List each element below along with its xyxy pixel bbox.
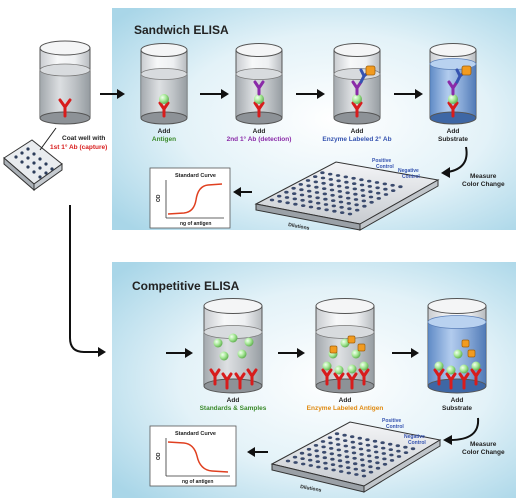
plate-well bbox=[373, 440, 377, 443]
plate-well bbox=[321, 177, 325, 180]
plate-well bbox=[369, 471, 373, 474]
plate-well bbox=[354, 473, 358, 476]
competitive-step-3-add: Add bbox=[450, 397, 464, 404]
plate-well bbox=[330, 189, 334, 192]
plate-well bbox=[362, 200, 366, 203]
plate-well bbox=[398, 185, 402, 188]
plate-well bbox=[308, 200, 312, 203]
competitive-step-3-label: Substrate bbox=[442, 405, 472, 412]
plate-well bbox=[293, 203, 297, 206]
competitive-measure-2: Color Change bbox=[462, 449, 505, 456]
sandwich-step-1-add: Add bbox=[157, 128, 171, 135]
plate-well bbox=[369, 201, 373, 204]
plate-well bbox=[362, 475, 366, 478]
plate-well bbox=[389, 454, 393, 457]
plate-well bbox=[324, 467, 328, 470]
sandwich-well-detection bbox=[236, 44, 282, 125]
plate-well bbox=[366, 444, 370, 447]
enzyme-icon bbox=[366, 66, 375, 75]
plate-well bbox=[324, 203, 328, 206]
plate-well bbox=[323, 198, 327, 201]
plate-well bbox=[342, 434, 346, 437]
plate-well bbox=[300, 199, 304, 202]
plate-well bbox=[365, 438, 369, 441]
plate-well bbox=[353, 193, 357, 196]
plate-well bbox=[391, 189, 395, 192]
plate-well bbox=[306, 184, 310, 187]
plate-well bbox=[336, 174, 340, 177]
plate-well bbox=[358, 437, 362, 440]
sandwich-dilutions: Dilutions bbox=[287, 222, 310, 232]
competitive-positive-1: Positive bbox=[382, 418, 402, 424]
plate-well bbox=[376, 467, 380, 470]
plate-well bbox=[375, 461, 379, 464]
plate-well bbox=[344, 176, 348, 179]
sandwich-curve-xlabel: ng of antigen bbox=[180, 221, 212, 227]
plate-well bbox=[338, 190, 342, 193]
antigen-icon bbox=[159, 94, 169, 104]
sandwich-step-2-label: 2nd 1° Ab (detection) bbox=[226, 136, 292, 143]
plate-well bbox=[332, 205, 336, 208]
plate-well bbox=[330, 194, 334, 197]
plate-well bbox=[380, 441, 384, 444]
plate-well bbox=[338, 195, 342, 198]
plate-well bbox=[299, 188, 303, 191]
plate-well bbox=[390, 184, 394, 187]
plate-well bbox=[335, 432, 339, 435]
plate-well bbox=[361, 469, 365, 472]
competitive-curve-xlabel: ng of antigen bbox=[182, 479, 214, 485]
plate-well bbox=[323, 462, 327, 465]
plate-well bbox=[323, 456, 327, 459]
plate-well bbox=[338, 459, 342, 462]
plate-well bbox=[324, 208, 328, 211]
plate-well bbox=[345, 186, 349, 189]
competitive-step-1-label: Standards & Samples bbox=[199, 405, 267, 412]
plate-well bbox=[300, 457, 304, 460]
plate-well bbox=[308, 195, 312, 198]
sandwich-step-3-label: Enzyme Labeled 2° Ab bbox=[322, 136, 392, 143]
plate-well bbox=[339, 201, 343, 204]
plate-well bbox=[381, 447, 385, 450]
plate-well bbox=[329, 178, 333, 181]
plate-well bbox=[354, 198, 358, 201]
plate-well bbox=[354, 203, 358, 206]
plate-well bbox=[339, 206, 343, 209]
competitive-dilutions: Dilutions bbox=[299, 484, 322, 494]
plate-well bbox=[344, 445, 348, 448]
sandwich-step-2-add: Add bbox=[252, 128, 266, 135]
plate-well bbox=[331, 463, 335, 466]
sandwich-title: Sandwich ELISA bbox=[134, 23, 229, 37]
plate-well bbox=[315, 455, 319, 458]
plate-well bbox=[337, 185, 341, 188]
plate-well bbox=[315, 191, 319, 194]
plate-well bbox=[346, 197, 350, 200]
plate-well bbox=[309, 464, 313, 467]
plate-well bbox=[351, 441, 355, 444]
plate-well bbox=[322, 187, 326, 190]
plate-well bbox=[307, 448, 311, 451]
sandwich-negative-2: Control bbox=[402, 174, 420, 180]
plate-well bbox=[338, 465, 342, 468]
plate-well bbox=[352, 182, 356, 185]
plate-well bbox=[291, 187, 295, 190]
plate-well bbox=[389, 448, 393, 451]
plate-well bbox=[309, 206, 313, 209]
plate-well bbox=[293, 456, 297, 459]
plate-well bbox=[360, 184, 364, 187]
plate-well bbox=[320, 171, 324, 174]
coat-well bbox=[40, 41, 90, 124]
plate-well bbox=[347, 207, 351, 210]
competitive-negative-1: Negative bbox=[404, 434, 425, 440]
plate-well bbox=[314, 444, 318, 447]
plate-well bbox=[362, 205, 366, 208]
plate-well bbox=[330, 458, 334, 461]
plate-well bbox=[348, 213, 352, 216]
plate-well bbox=[307, 190, 311, 193]
plate-well bbox=[307, 453, 311, 456]
plate-well bbox=[382, 458, 386, 461]
plate-well bbox=[321, 182, 325, 185]
plate-well bbox=[351, 446, 355, 449]
plate-well bbox=[352, 457, 356, 460]
plate-well bbox=[328, 436, 332, 439]
plate-well bbox=[330, 452, 334, 455]
plate-well bbox=[329, 447, 333, 450]
plate-well bbox=[360, 458, 364, 461]
plate-well bbox=[284, 191, 288, 194]
sandwich-positive-2: Control bbox=[376, 164, 394, 170]
competitive-well-samples bbox=[204, 299, 262, 394]
competitive-measure-1: Measure bbox=[470, 441, 497, 448]
sandwich-measure-2: Color Change bbox=[462, 181, 505, 188]
plate-well bbox=[321, 446, 325, 449]
sandwich-well-antigen bbox=[141, 44, 187, 125]
plate-well bbox=[382, 452, 386, 455]
plate-well bbox=[293, 461, 297, 464]
sandwich-well-enzyme bbox=[334, 44, 380, 125]
plate-well bbox=[346, 466, 350, 469]
competitive-curve-ylabel: OD bbox=[156, 452, 162, 460]
plate-well bbox=[336, 179, 340, 182]
plate-well bbox=[384, 193, 388, 196]
plate-well bbox=[359, 448, 363, 451]
competitive-step-2-label: Enzyme Labeled Antigen bbox=[306, 405, 384, 412]
plate-well bbox=[277, 195, 281, 198]
plate-well bbox=[323, 193, 327, 196]
plate-well bbox=[374, 451, 378, 454]
plate-well bbox=[337, 449, 341, 452]
plate-well bbox=[328, 442, 332, 445]
plate-well bbox=[355, 209, 359, 212]
sandwich-step-1-label: Antigen bbox=[151, 136, 177, 143]
sandwich-curve-title: Standard Curve bbox=[175, 173, 216, 179]
competitive-curve-title: Standard Curve bbox=[175, 431, 216, 437]
plate-well bbox=[322, 451, 326, 454]
plate-well bbox=[285, 196, 289, 199]
plate-well bbox=[347, 202, 351, 205]
plate-well bbox=[366, 449, 370, 452]
sandwich-step-4-label: Substrate bbox=[438, 136, 468, 143]
plate-well bbox=[329, 183, 333, 186]
plate-well bbox=[390, 459, 394, 462]
plate-well bbox=[368, 465, 372, 468]
sandwich-measure-1: Measure bbox=[470, 173, 497, 180]
plate-well bbox=[368, 190, 372, 193]
plate-well bbox=[396, 444, 400, 447]
sandwich-curve-ylabel: OD bbox=[156, 194, 162, 202]
plate-well bbox=[347, 472, 351, 475]
plate-well bbox=[359, 178, 363, 181]
plate-well bbox=[316, 466, 320, 469]
plate-well bbox=[306, 179, 310, 182]
plate-well bbox=[404, 451, 408, 454]
plate-well bbox=[377, 197, 381, 200]
plate-well bbox=[376, 192, 380, 195]
plate-well bbox=[286, 460, 290, 463]
sandwich-well-substrate bbox=[430, 44, 476, 125]
plate-well bbox=[344, 181, 348, 184]
plate-well bbox=[345, 455, 349, 458]
plate-well bbox=[383, 188, 387, 191]
plate-well bbox=[359, 453, 363, 456]
coat-label-2: 1st 1° Ab (capture) bbox=[50, 144, 108, 151]
competitive-title: Competitive ELISA bbox=[132, 279, 240, 293]
plate-well bbox=[403, 446, 407, 449]
plate-well bbox=[345, 191, 349, 194]
plate-well bbox=[368, 185, 372, 188]
plate-well bbox=[335, 438, 339, 441]
plate-well bbox=[332, 210, 336, 213]
plate-well bbox=[350, 435, 354, 438]
plate-well bbox=[336, 443, 340, 446]
plate-well bbox=[353, 188, 357, 191]
branch-arrow-head bbox=[98, 347, 106, 357]
plate-well bbox=[375, 181, 379, 184]
sandwich-negative-1: Negative bbox=[398, 168, 419, 174]
plate-well bbox=[358, 442, 362, 445]
plate-well bbox=[301, 463, 305, 466]
branch-arrow bbox=[70, 205, 98, 352]
plate-well bbox=[373, 445, 377, 448]
plate-well bbox=[343, 439, 347, 442]
plate-well bbox=[383, 183, 387, 186]
plate-well bbox=[397, 455, 401, 458]
plate-well bbox=[353, 462, 357, 465]
plate-well bbox=[396, 450, 400, 453]
plate-well bbox=[345, 461, 349, 464]
competitive-negative-2: Control bbox=[408, 440, 426, 446]
plate-well bbox=[360, 189, 364, 192]
competitive-step-2-add: Add bbox=[338, 397, 352, 404]
plate-well bbox=[375, 456, 379, 459]
sandwich-positive-1: Positive bbox=[372, 158, 392, 164]
plate-well bbox=[337, 454, 341, 457]
plate-well bbox=[321, 440, 325, 443]
plate-well bbox=[369, 196, 373, 199]
plate-well bbox=[367, 455, 371, 458]
sandwich-step-4-add: Add bbox=[446, 128, 460, 135]
plate-well bbox=[314, 449, 318, 452]
plate-well bbox=[368, 460, 372, 463]
plate-well bbox=[301, 204, 305, 207]
plate-well bbox=[308, 459, 312, 462]
competitive-well-enzyme-antigen bbox=[316, 299, 374, 394]
plate-well bbox=[314, 186, 318, 189]
plate-well bbox=[278, 200, 282, 203]
sandwich-step-3-add: Add bbox=[350, 128, 364, 135]
plate-well bbox=[328, 173, 332, 176]
plate-well bbox=[299, 183, 303, 186]
plate-well bbox=[411, 447, 415, 450]
plate-well bbox=[375, 186, 379, 189]
plate-well bbox=[316, 202, 320, 205]
plate-well bbox=[293, 198, 297, 201]
plate-well bbox=[388, 443, 392, 446]
plate-well bbox=[344, 450, 348, 453]
plate-well bbox=[317, 207, 321, 210]
competitive-well-substrate bbox=[428, 299, 486, 394]
plate-well bbox=[315, 196, 319, 199]
plate-well bbox=[313, 175, 317, 178]
plate-well bbox=[361, 194, 365, 197]
plate-well bbox=[300, 452, 304, 455]
plate-well bbox=[331, 469, 335, 472]
plate-well bbox=[270, 199, 274, 202]
plate-well bbox=[339, 470, 343, 473]
plate-well bbox=[331, 199, 335, 202]
plate-well bbox=[352, 452, 356, 455]
plate-well bbox=[285, 201, 289, 204]
plate-well bbox=[314, 181, 318, 184]
coat-label-1: Coat well with bbox=[62, 135, 106, 142]
plate-well bbox=[316, 460, 320, 463]
plate-well bbox=[383, 463, 387, 466]
plate-well bbox=[361, 464, 365, 467]
plate-well bbox=[340, 211, 344, 214]
plate-well bbox=[351, 177, 355, 180]
plate-well bbox=[300, 194, 304, 197]
plate-well bbox=[292, 192, 296, 195]
plate-well bbox=[367, 180, 371, 183]
competitive-positive-2: Control bbox=[386, 424, 404, 430]
competitive-step-1-add: Add bbox=[226, 397, 240, 404]
plate-well bbox=[354, 468, 358, 471]
